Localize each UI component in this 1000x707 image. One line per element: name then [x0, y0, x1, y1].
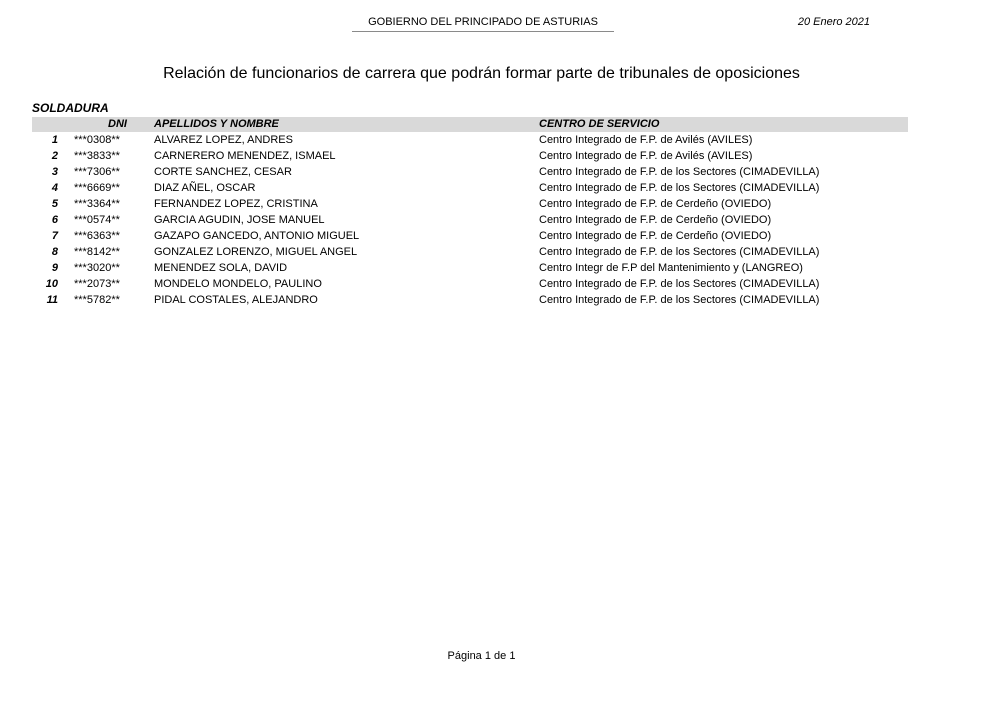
row-name: CARNERERO MENENDEZ, ISMAEL — [154, 150, 336, 162]
row-dni: ***0308** — [74, 134, 120, 146]
row-centro: Centro Integrado de F.P. de Cerdeño (OVIEDO) — [539, 230, 772, 242]
row-centro: Centro Integrado de F.P. de Cerdeño (OVIEDO) — [539, 214, 772, 226]
row-dni: ***6669** — [74, 182, 120, 194]
row-number: 4 — [51, 182, 58, 194]
table-header — [32, 117, 908, 132]
table-row — [32, 276, 908, 292]
table-row — [32, 292, 908, 308]
row-centro: Centro Integrado de F.P. de los Sectores (CIMADEVILLA) — [539, 278, 820, 290]
table-row — [32, 212, 908, 228]
row-centro: Centro Integrado de F.P. de Cerdeño (OVIEDO) — [539, 198, 772, 210]
table-row — [32, 260, 908, 276]
row-number: 1 — [51, 134, 58, 146]
header-organization: GOBIERNO DEL PRINCIPADO DE ASTURIAS — [352, 15, 614, 32]
row-number: 3 — [51, 166, 58, 178]
row-centro: Centro Integrado de F.P. de los Sectores (CIMADEVILLA) — [539, 246, 820, 258]
table-row — [32, 196, 908, 212]
row-centro: Centro Integrado de F.P. de Avilés (AVILES) — [539, 134, 753, 146]
row-dni: ***2073** — [74, 278, 120, 290]
column-header-name: APELLIDOS Y NOMBRE — [154, 118, 279, 130]
row-name: GARCIA AGUDIN, JOSE MANUEL — [154, 214, 325, 226]
row-dni: ***8142** — [74, 246, 120, 258]
page-number: Página 1 de 1 — [447, 650, 516, 662]
row-name: ALVAREZ LOPEZ, ANDRES — [154, 134, 293, 146]
row-dni: ***6363** — [74, 230, 120, 242]
row-dni: ***7306** — [74, 166, 120, 178]
row-centro: Centro Integrado de F.P. de los Sectores (CIMADEVILLA) — [539, 166, 820, 178]
row-number: 6 — [51, 214, 58, 226]
row-number: 10 — [45, 278, 58, 290]
table-row — [32, 244, 908, 260]
row-name: MENENDEZ SOLA, DAVID — [154, 262, 288, 274]
column-header-centro: CENTRO DE SERVICIO — [539, 118, 660, 130]
row-name: DIAZ AÑEL, OSCAR — [154, 182, 256, 194]
table-row — [32, 180, 908, 196]
row-number: 9 — [51, 262, 58, 274]
row-centro: Centro Integrado de F.P. de los Sectores (CIMADEVILLA) — [539, 182, 820, 194]
row-centro: Centro Integrado de F.P. de Avilés (AVILES) — [539, 150, 753, 162]
row-dni: ***3833** — [74, 150, 120, 162]
header-num-cell — [32, 117, 58, 132]
row-number: 11 — [46, 294, 58, 306]
table-row — [32, 132, 908, 148]
row-name: CORTE SANCHEZ, CESAR — [154, 166, 292, 178]
row-centro: Centro Integrado de F.P. de los Sectores (CIMADEVILLA) — [539, 294, 820, 306]
row-dni: ***0574** — [74, 214, 120, 226]
row-number: 8 — [51, 246, 58, 258]
table-row — [32, 148, 908, 164]
row-name: MONDELO MONDELO, PAULINO — [154, 278, 322, 290]
row-number: 7 — [51, 230, 58, 242]
row-number: 5 — [51, 198, 58, 210]
header-date: 20 Enero 2021 — [797, 16, 870, 28]
table-row — [32, 228, 908, 244]
row-dni: ***5782** — [74, 294, 120, 306]
column-header-dni: DNI — [108, 118, 127, 130]
row-name: PIDAL COSTALES, ALEJANDRO — [154, 294, 318, 306]
document-title: Relación de funcionarios de carrera que podrán formar parte de tribunales de oposiciones — [163, 65, 800, 82]
row-name: GAZAPO GANCEDO, ANTONIO MIGUEL — [154, 230, 360, 242]
row-name: FERNANDEZ LOPEZ, CRISTINA — [154, 198, 318, 210]
row-dni: ***3020** — [74, 262, 120, 274]
officials-table — [32, 117, 908, 308]
table-row — [32, 164, 908, 180]
row-number: 2 — [51, 150, 58, 162]
row-centro: Centro Integr de F.P del Mantenimiento y (LANGREO) — [539, 262, 803, 274]
section-title: SOLDADURA — [32, 101, 109, 115]
row-name: GONZALEZ LORENZO, MIGUEL ANGEL — [154, 246, 358, 258]
row-dni: ***3364** — [74, 198, 120, 210]
